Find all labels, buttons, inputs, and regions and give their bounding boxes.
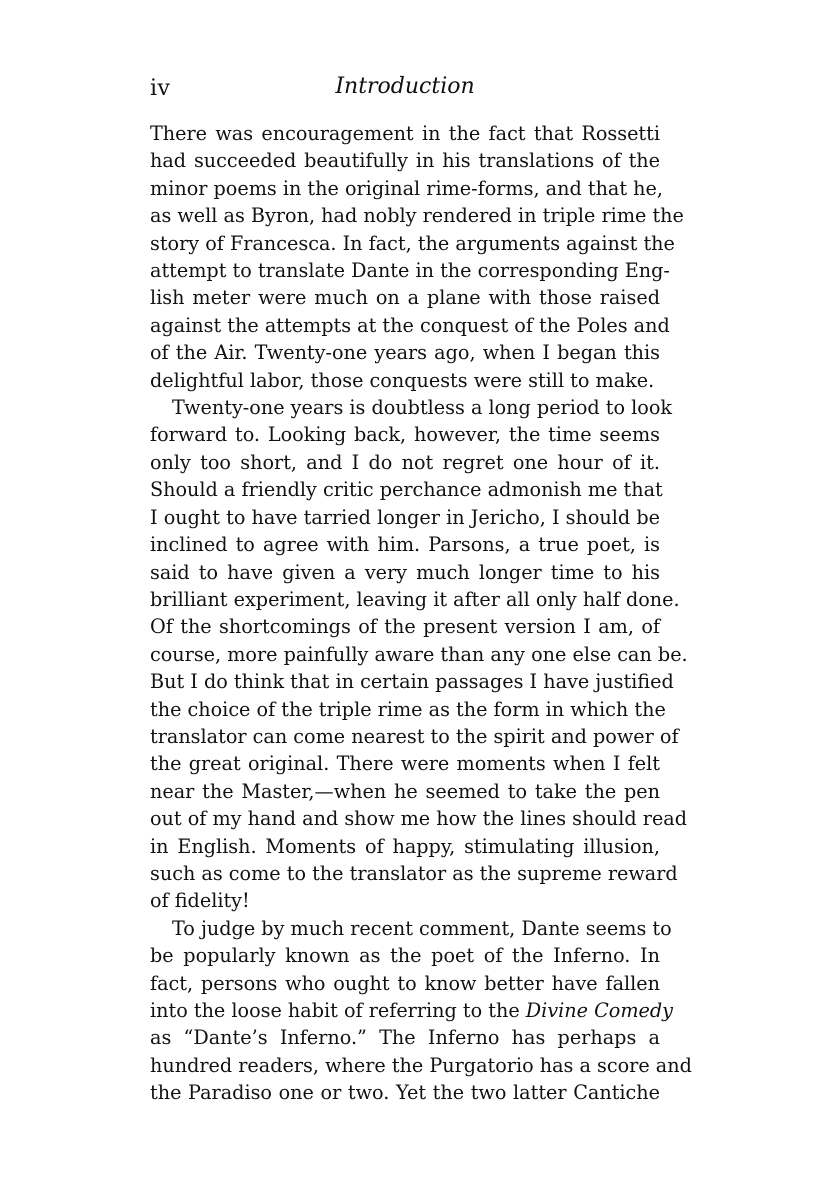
text-line: I ought to have tarried longer in Jericho, I should be (150, 505, 660, 529)
text-line: minor poems in the original rime-forms, and that he, (150, 176, 663, 200)
text-line: out of my hand and show me how the lines should read (150, 807, 688, 831)
text-line: attempt to translate Dante in the corresponding Eng- (150, 259, 670, 283)
text-line: Twenty-one years is doubtless a long period to look (172, 396, 673, 420)
text-line: forward to. Looking back, however, the time seems (150, 423, 660, 447)
text-line: Of the shortcomings of the present version I am, of (150, 615, 660, 639)
paragraph-1 (150, 120, 684, 394)
text-line: such as come to the translator as the supreme reward (150, 861, 678, 885)
book-page (150, 72, 692, 1107)
page-header (150, 72, 660, 106)
text-line: the choice of the triple rime as the form in which the (150, 697, 666, 721)
text-line: fact, persons who ought to know better have fallen (150, 971, 660, 995)
text-line: the great original. There were moments when I felt (150, 752, 660, 776)
text-line: against the attempts at the conquest of the Poles and (150, 313, 670, 337)
text-line: Should a friendly critic perchance admonish me that (150, 478, 663, 502)
text-line: as “Dante’s Inferno.” The Inferno has perhaps a (150, 1026, 660, 1050)
text-line: only too short, and I do not regret one hour of it. (150, 450, 660, 474)
text-segment: into the loose habit of referring to the (150, 999, 526, 1022)
text-line: delightful labor, those conquests were still to make. (150, 368, 655, 392)
text-line-with-title (150, 997, 674, 1024)
book-title-italic: Divine Comedy (525, 999, 674, 1022)
page-number: iv (150, 76, 171, 101)
text-line: story of Francesca. In fact, the arguments against the (150, 231, 675, 255)
text-line: of the Air. Twenty-one years ago, when I began this (150, 341, 660, 365)
text-line: There was encouragement in the fact that Rossetti (150, 122, 660, 145)
text-line: of fidelity! (150, 889, 250, 913)
text-line: the Paradiso one or two. Yet the two latter Cantiche (150, 1081, 660, 1105)
text-line: as well as Byron, had nobly rendered in triple rime the (150, 204, 684, 228)
running-head: Introduction (335, 74, 475, 99)
paragraph-2 (150, 394, 688, 915)
text-line: brilliant experiment, leaving it after all only half done. (150, 587, 680, 611)
text-line: inclined to agree with him. Parsons, a true poet, is (150, 533, 660, 557)
text-line: To judge by much recent comment, Dante seems to (172, 916, 672, 940)
text-line: course, more painfully aware than any one else can be. (150, 642, 688, 666)
text-line: be popularly known as the poet of the Inferno. In (150, 944, 660, 968)
text-line: had succeeded beautifully in his translations of the (150, 149, 660, 173)
text-line: in English. Moments of happy, stimulating illusion, (150, 834, 660, 858)
text-line: translator can come nearest to the spirit and power of (150, 724, 679, 748)
text-line: But I do think that in certain passages I have justified (150, 670, 674, 694)
text-line: said to have given a very much longer time to his (150, 560, 660, 584)
paragraph-3 (150, 915, 692, 1107)
text-line: near the Master,—when he seemed to take the pen (150, 779, 660, 803)
text-line: hundred readers, where the Purgatorio has a score and (150, 1053, 692, 1077)
text-line: lish meter were much on a plane with those raised (150, 286, 660, 310)
